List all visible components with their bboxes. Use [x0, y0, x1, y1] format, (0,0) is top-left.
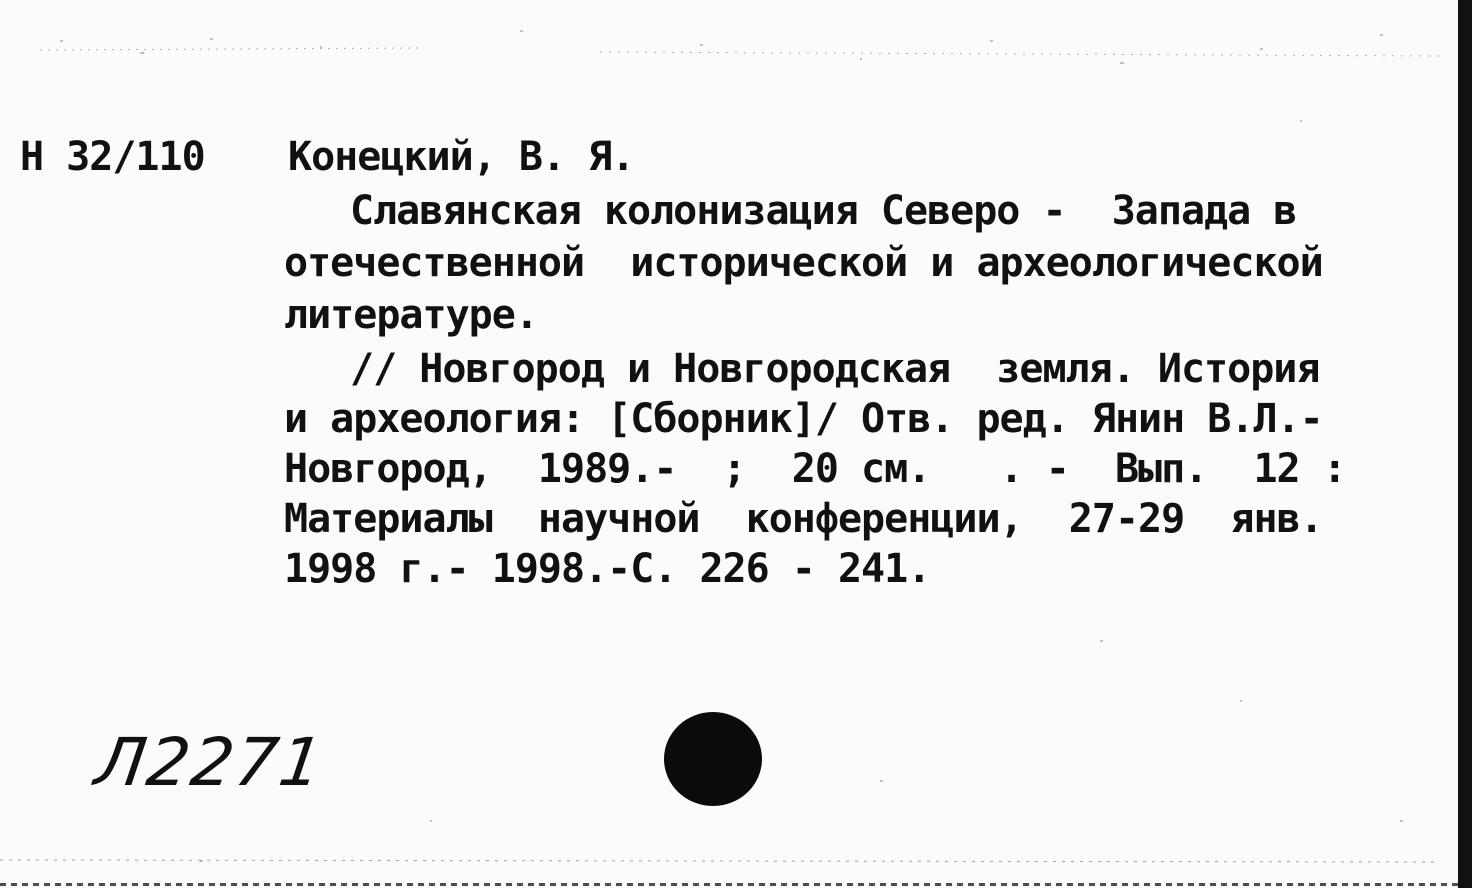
author-heading: Конецкий, В. Я. — [288, 134, 635, 180]
shelf-mark: Н 32/110 — [20, 134, 205, 180]
source-line: и археология: [Сборник]/ Отв. ред. Янин В.Л.- — [284, 396, 1323, 442]
source-line: // Новгород и Новгородская земля. История — [350, 346, 1320, 392]
handwritten-inventory-number: Л2271 — [90, 724, 330, 801]
punch-hole — [664, 712, 762, 806]
title-line: Славянская колонизация Северо - Запада в — [350, 188, 1297, 234]
title-line: отечественной исторической и археологической — [284, 240, 1323, 286]
card-right-edge — [1458, 0, 1472, 888]
card-bottom-edge — [0, 883, 1472, 886]
source-line: Новгород, 1989.- ; 20 см. . - Вып. 12 : — [284, 446, 1346, 492]
source-line: Материалы научной конференции, 27-29 янв. — [284, 496, 1323, 542]
title-line: литературе. — [284, 292, 538, 338]
source-line: 1998 г.- 1998.-С. 226 - 241. — [284, 546, 931, 592]
